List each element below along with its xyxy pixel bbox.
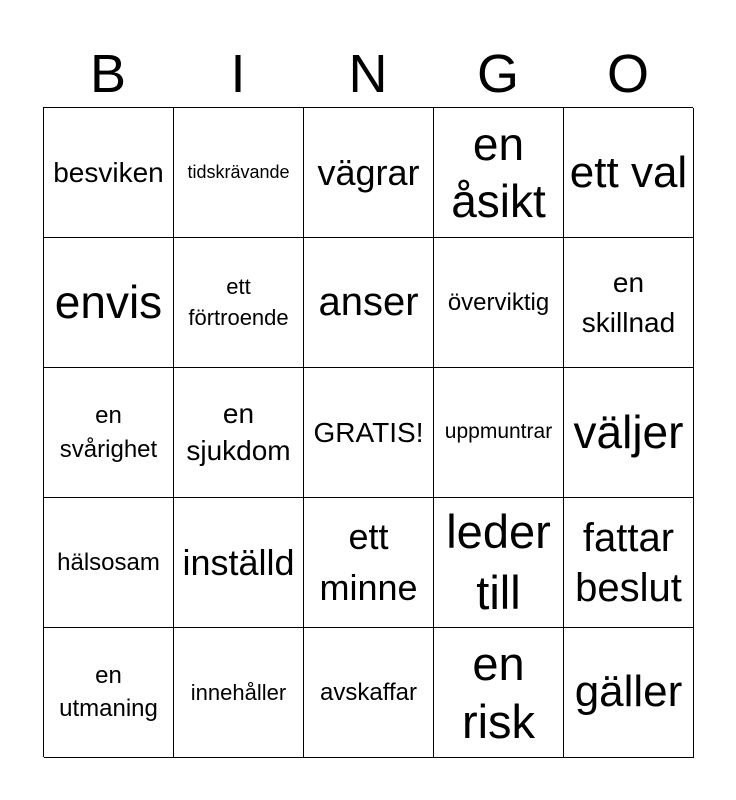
bingo-cell[interactable] [304, 628, 434, 758]
bingo-cell[interactable] [44, 108, 174, 238]
cell-text: en utmaning [59, 662, 158, 722]
bingo-cell[interactable] [564, 108, 694, 238]
cell-text: vägrar [317, 151, 420, 193]
bingo-cell[interactable] [174, 238, 304, 368]
cell-text: en svårighet [59, 401, 158, 463]
header-letter-n: N [348, 44, 388, 104]
bingo-cell[interactable] [44, 498, 174, 628]
bingo-cell[interactable] [564, 368, 694, 498]
bingo-cell[interactable] [44, 238, 174, 368]
cell-text: innehåller [190, 679, 287, 705]
header-letter-g: G [476, 44, 519, 104]
cell-text: hälsosam [57, 548, 160, 576]
cell-text: tidskrävande [187, 162, 290, 183]
cell-text: en sjukdom [186, 398, 291, 466]
cell-text: avskaffar [320, 678, 417, 706]
bingo-cell[interactable] [44, 368, 174, 498]
cell-text: ett minne [319, 516, 418, 608]
bingo-cell[interactable] [304, 108, 434, 238]
bingo-cell[interactable] [174, 498, 304, 628]
header-letter-i: I [230, 44, 246, 104]
bingo-cell[interactable] [564, 238, 694, 368]
bingo-cell[interactable] [564, 498, 694, 628]
cell-text: envis [54, 275, 163, 328]
bingo-cell[interactable] [564, 628, 694, 758]
bingo-cell[interactable] [174, 628, 304, 758]
free-space-cell[interactable] [304, 368, 434, 498]
cell-text: en åsikt [451, 118, 546, 227]
cell-text: överviktig [447, 288, 550, 316]
bingo-card-grid [43, 107, 693, 757]
bingo-cell[interactable] [434, 108, 564, 238]
cell-text: väljer [573, 405, 684, 458]
cell-text: gäller [574, 667, 683, 717]
bingo-cell[interactable] [434, 628, 564, 758]
bingo-cell[interactable] [304, 498, 434, 628]
cell-text: ett förtroende [188, 273, 289, 330]
bingo-cell[interactable] [304, 238, 434, 368]
bingo-cell[interactable] [174, 368, 304, 498]
bingo-cell[interactable] [44, 628, 174, 758]
bingo-cell[interactable] [174, 108, 304, 238]
cell-text: ett val [569, 147, 688, 197]
cell-text: uppmuntrar [444, 420, 553, 444]
cell-text: en risk [461, 637, 536, 748]
cell-text: fattar beslut [575, 515, 682, 610]
bingo-cell[interactable] [434, 238, 564, 368]
cell-text: besviken [53, 156, 164, 188]
cell-text: en skillnad [581, 267, 676, 338]
cell-text: anser [318, 279, 419, 324]
bingo-cell[interactable] [434, 498, 564, 628]
bingo-cell[interactable] [434, 368, 564, 498]
header-letter-o: O [606, 44, 649, 104]
header-letter-b: B [89, 44, 127, 104]
cell-text: leder till [446, 505, 551, 619]
free-space-text: GRATIS! [313, 416, 424, 448]
bingo-header [43, 40, 693, 108]
cell-text: inställd [182, 541, 295, 583]
